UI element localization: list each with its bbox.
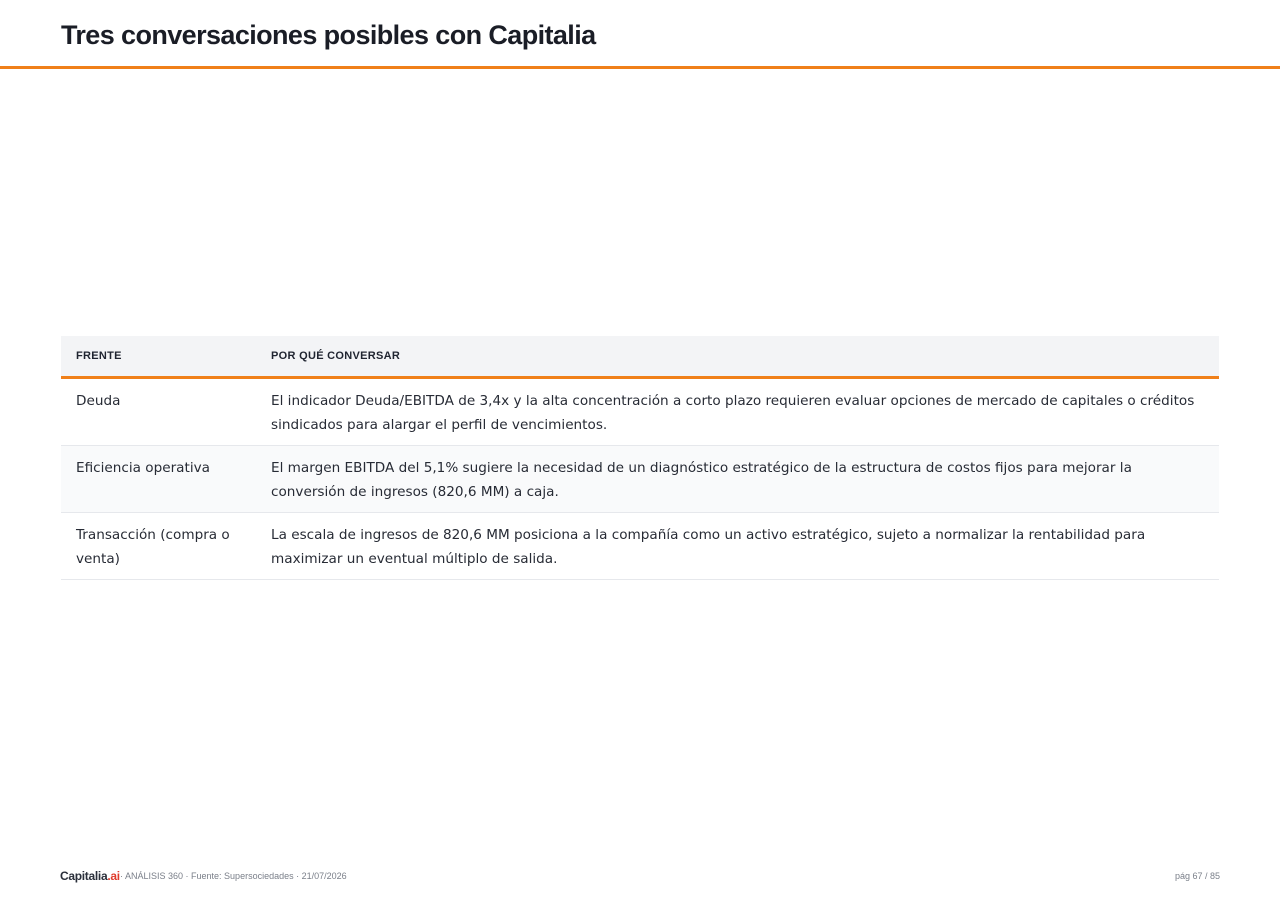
table-header-row: [61, 336, 1219, 378]
conversations-table-container: [61, 336, 1219, 580]
page-title: Tres conversaciones posibles con Capitalia: [61, 20, 596, 50]
cell-por-que: El margen EBITDA del 5,1% sugiere la necesidad de un diagnóstico estratégico de la estructura de costos fijos para mejorar la conversión de ingresos (820,6 MM) a caja.: [256, 446, 1219, 513]
brand-name: Capitalia: [60, 869, 108, 883]
table-row: [61, 378, 1219, 446]
cell-frente: Transacción (compra o venta): [61, 513, 256, 580]
table-row: [61, 513, 1219, 580]
conversations-table: [61, 336, 1219, 580]
cell-frente: Deuda: [61, 378, 256, 446]
table-row: [61, 446, 1219, 513]
page-header: [0, 0, 1280, 69]
cell-frente: Eficiencia operativa: [61, 446, 256, 513]
page-number: pág 67 / 85: [1174, 871, 1220, 881]
brand-suffix: .ai: [107, 869, 120, 883]
cell-por-que: El indicador Deuda/EBITDA de 3,4x y la alta concentración a corto plazo requieren evaluar opciones de mercado de capitales o créditos sindicados para alargar el perfil de vencimientos.: [256, 378, 1219, 446]
footer-meta: · ANÁLISIS 360 · Fuente: Supersociedades · 21/07/2026: [120, 871, 347, 881]
cell-por-que: La escala de ingresos de 820,6 MM posiciona a la compañía como un activo estratégico, sujeto a normalizar la rentabilidad para maximizar un eventual múltiplo de salida.: [256, 513, 1219, 580]
page-footer: [60, 868, 1220, 886]
column-header-frente: FRENTE: [61, 336, 256, 378]
brand-logo: [60, 869, 120, 883]
column-header-por-que-conversar: POR QUÉ CONVERSAR: [256, 336, 1219, 378]
